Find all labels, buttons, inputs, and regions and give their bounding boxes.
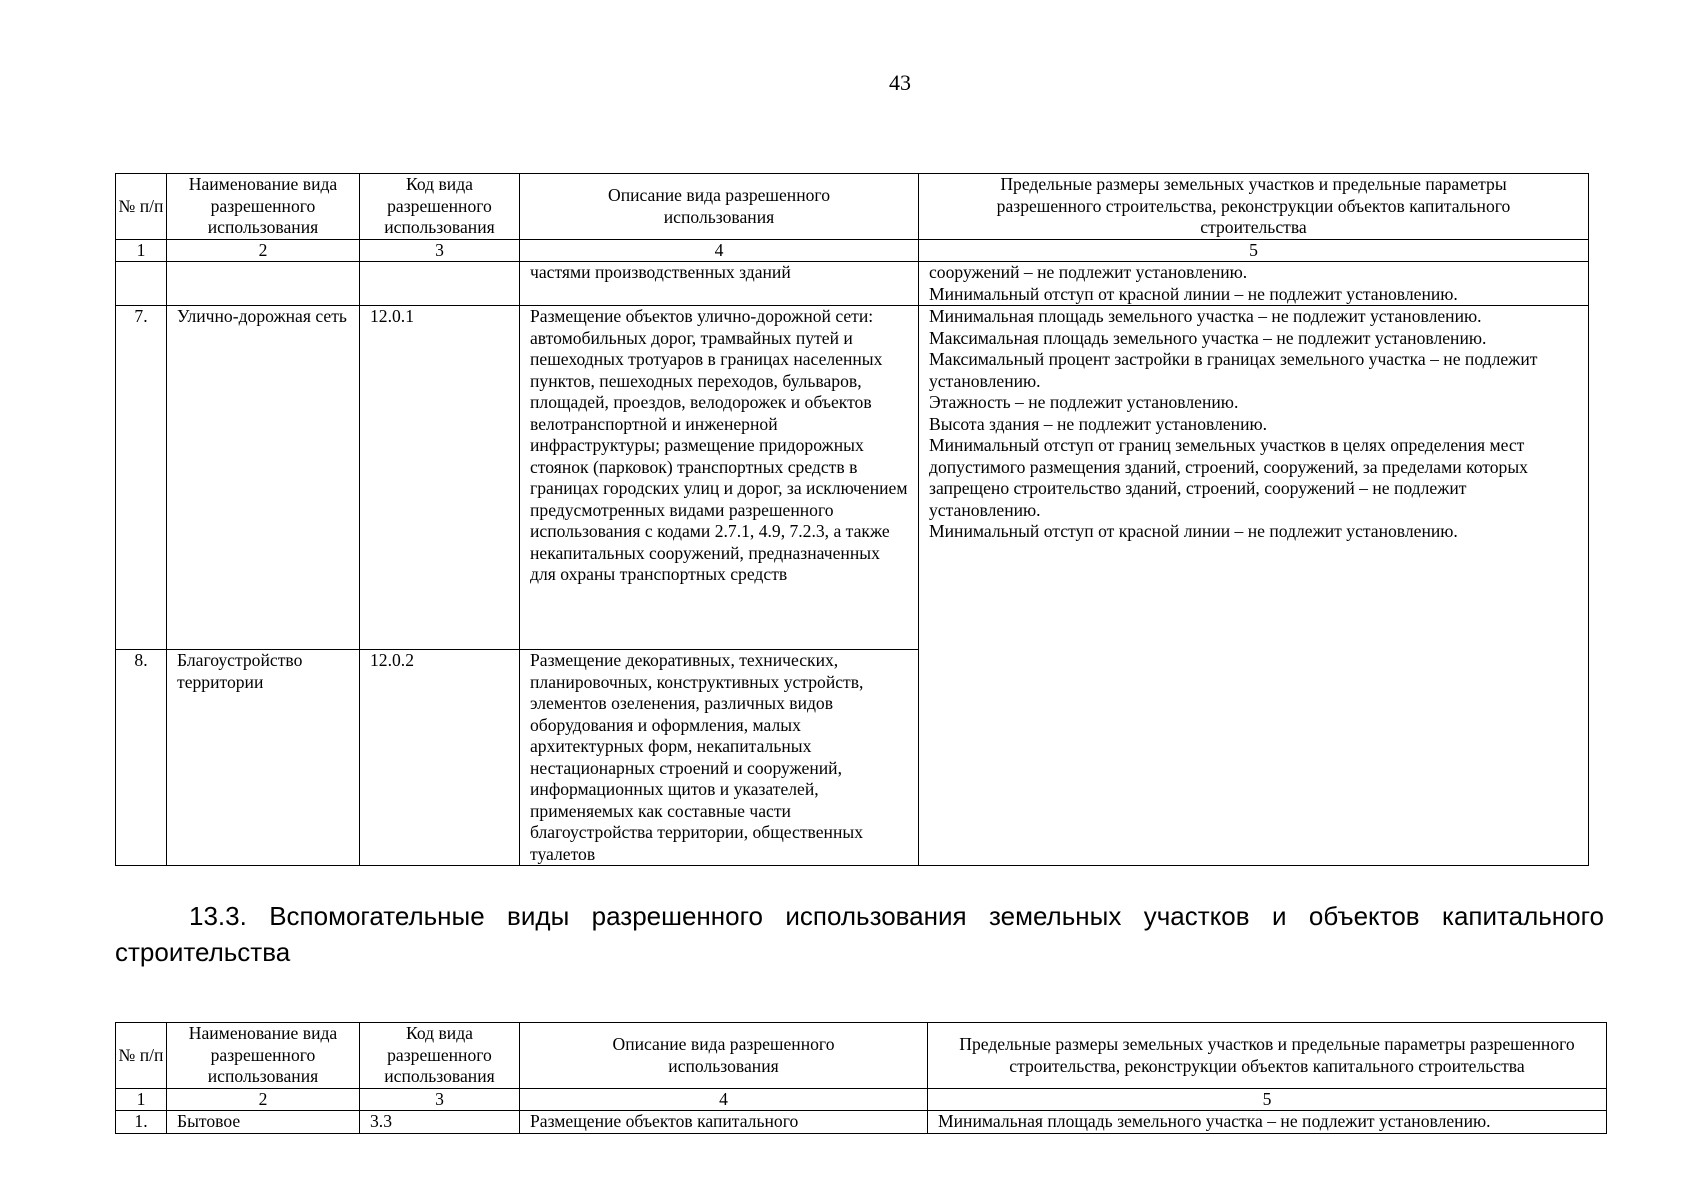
header-name: Наименование вида разрешенного использования [167, 174, 360, 240]
col-num: 4 [520, 240, 919, 262]
cell-desc: Размещение декоративных, технических, планировочных, конструктивных устройств, элементов озеленения, различных видов оборудования и оформления, малых архитектурных форм, некапитальных нестационарных строений и сооружений, информационных щитов и указателей, применяемых как составные части благоустройства территории, общественных туалетов [520, 650, 919, 866]
header-params: Предельные размеры земельных участков и предельные параметры разрешенного строительства, реконструкции объектов капитального строительства [928, 1023, 1607, 1089]
cell-code: 12.0.2 [360, 650, 520, 866]
table-header-row [116, 174, 1589, 240]
col-num: 5 [919, 240, 1589, 262]
cell-name: Улично-дорожная сеть [167, 306, 360, 650]
cell-code: 12.0.1 [360, 306, 520, 650]
header-no: № п/п [116, 1023, 167, 1089]
col-num: 3 [360, 1089, 520, 1111]
col-num: 1 [116, 240, 167, 262]
header-name: Наименование вида разрешенного использования [167, 1023, 360, 1089]
header-code: Код вида разрешенного использования [360, 174, 520, 240]
col-num: 2 [167, 240, 360, 262]
cell-no: 8. [116, 650, 167, 866]
table-row-continued [116, 262, 1589, 306]
cell-desc: частями производственных зданий [520, 262, 919, 306]
cell-name: Бытовое [167, 1111, 360, 1134]
header-no: № п/п [116, 174, 167, 240]
cell-code: 3.3 [360, 1111, 520, 1134]
cell-desc: Размещение объектов улично-дорожной сети: автомобильных дорог, трамвайных путей и пешеходных тротуаров в границах населенных пунктов, пешеходных переходов, бульваров, площадей, проездов, велодорожек и объектов велотранспортной и инженерной инфраструктуры; размещение придорожных стоянок (парковок) транспортных средств в границах городских улиц и дорог, за исключением предусмотренных видами разрешенного использования с кодами 2.7.1, 4.9, 7.2.3, а также некапитальных сооружений, предназначенных для охраны транспортных средств [520, 306, 919, 650]
permitted-use-table-auxiliary [115, 1022, 1607, 1134]
header-code: Код вида разрешенного использования [360, 1023, 520, 1089]
col-num: 4 [520, 1089, 928, 1111]
table-header-row [116, 1023, 1607, 1089]
cell-params: Минимальная площадь земельного участка – не подлежит установлению. [928, 1111, 1607, 1134]
cell-params: сооружений – не подлежит установлению. Минимальный отступ от красной линии – не подлежит установлению. [919, 262, 1589, 306]
column-numbers-row [116, 1089, 1607, 1111]
table-row [116, 306, 1589, 650]
table-row [116, 1111, 1607, 1134]
cell-no: 7. [116, 306, 167, 650]
cell-name: Благоустройство территории [167, 650, 360, 866]
cell-params-shared: Минимальная площадь земельного участка – не подлежит установлению. Максимальная площадь земельного участка – не подлежит установлению. Максимальный процент застройки в границах земельного участка – не подлежит установлению. Этажность – не подлежит установлению. Высота здания – не подлежит установлению. Минимальный отступ от границ земельных участков в целях определения мест допустимого размещения зданий, строений, сооружений, за пределами которых запрещено строительство зданий, строений, сооружений – не подлежит установлению. Минимальный отступ от красной линии – не подлежит установлению. [919, 306, 1589, 866]
header-desc: Описание вида разрешенного использования [520, 174, 919, 240]
col-num: 3 [360, 240, 520, 262]
col-num: 2 [167, 1089, 360, 1111]
cell-desc: Размещение объектов капитального [520, 1111, 928, 1134]
permitted-use-table-main [115, 173, 1589, 866]
cell-no: 1. [116, 1111, 167, 1134]
col-num: 5 [928, 1089, 1607, 1111]
column-numbers-row [116, 240, 1589, 262]
header-params: Предельные размеры земельных участков и предельные параметры разрешенного строительства, реконструкции объектов капитального строительства [919, 174, 1589, 240]
header-desc: Описание вида разрешенного использования [520, 1023, 928, 1089]
section-heading: 13.3. Вспомогательные виды разрешенного использования земельных участков и объектов капитального строительства [115, 901, 1604, 967]
col-num: 1 [116, 1089, 167, 1111]
page-number: 43 [889, 70, 911, 95]
